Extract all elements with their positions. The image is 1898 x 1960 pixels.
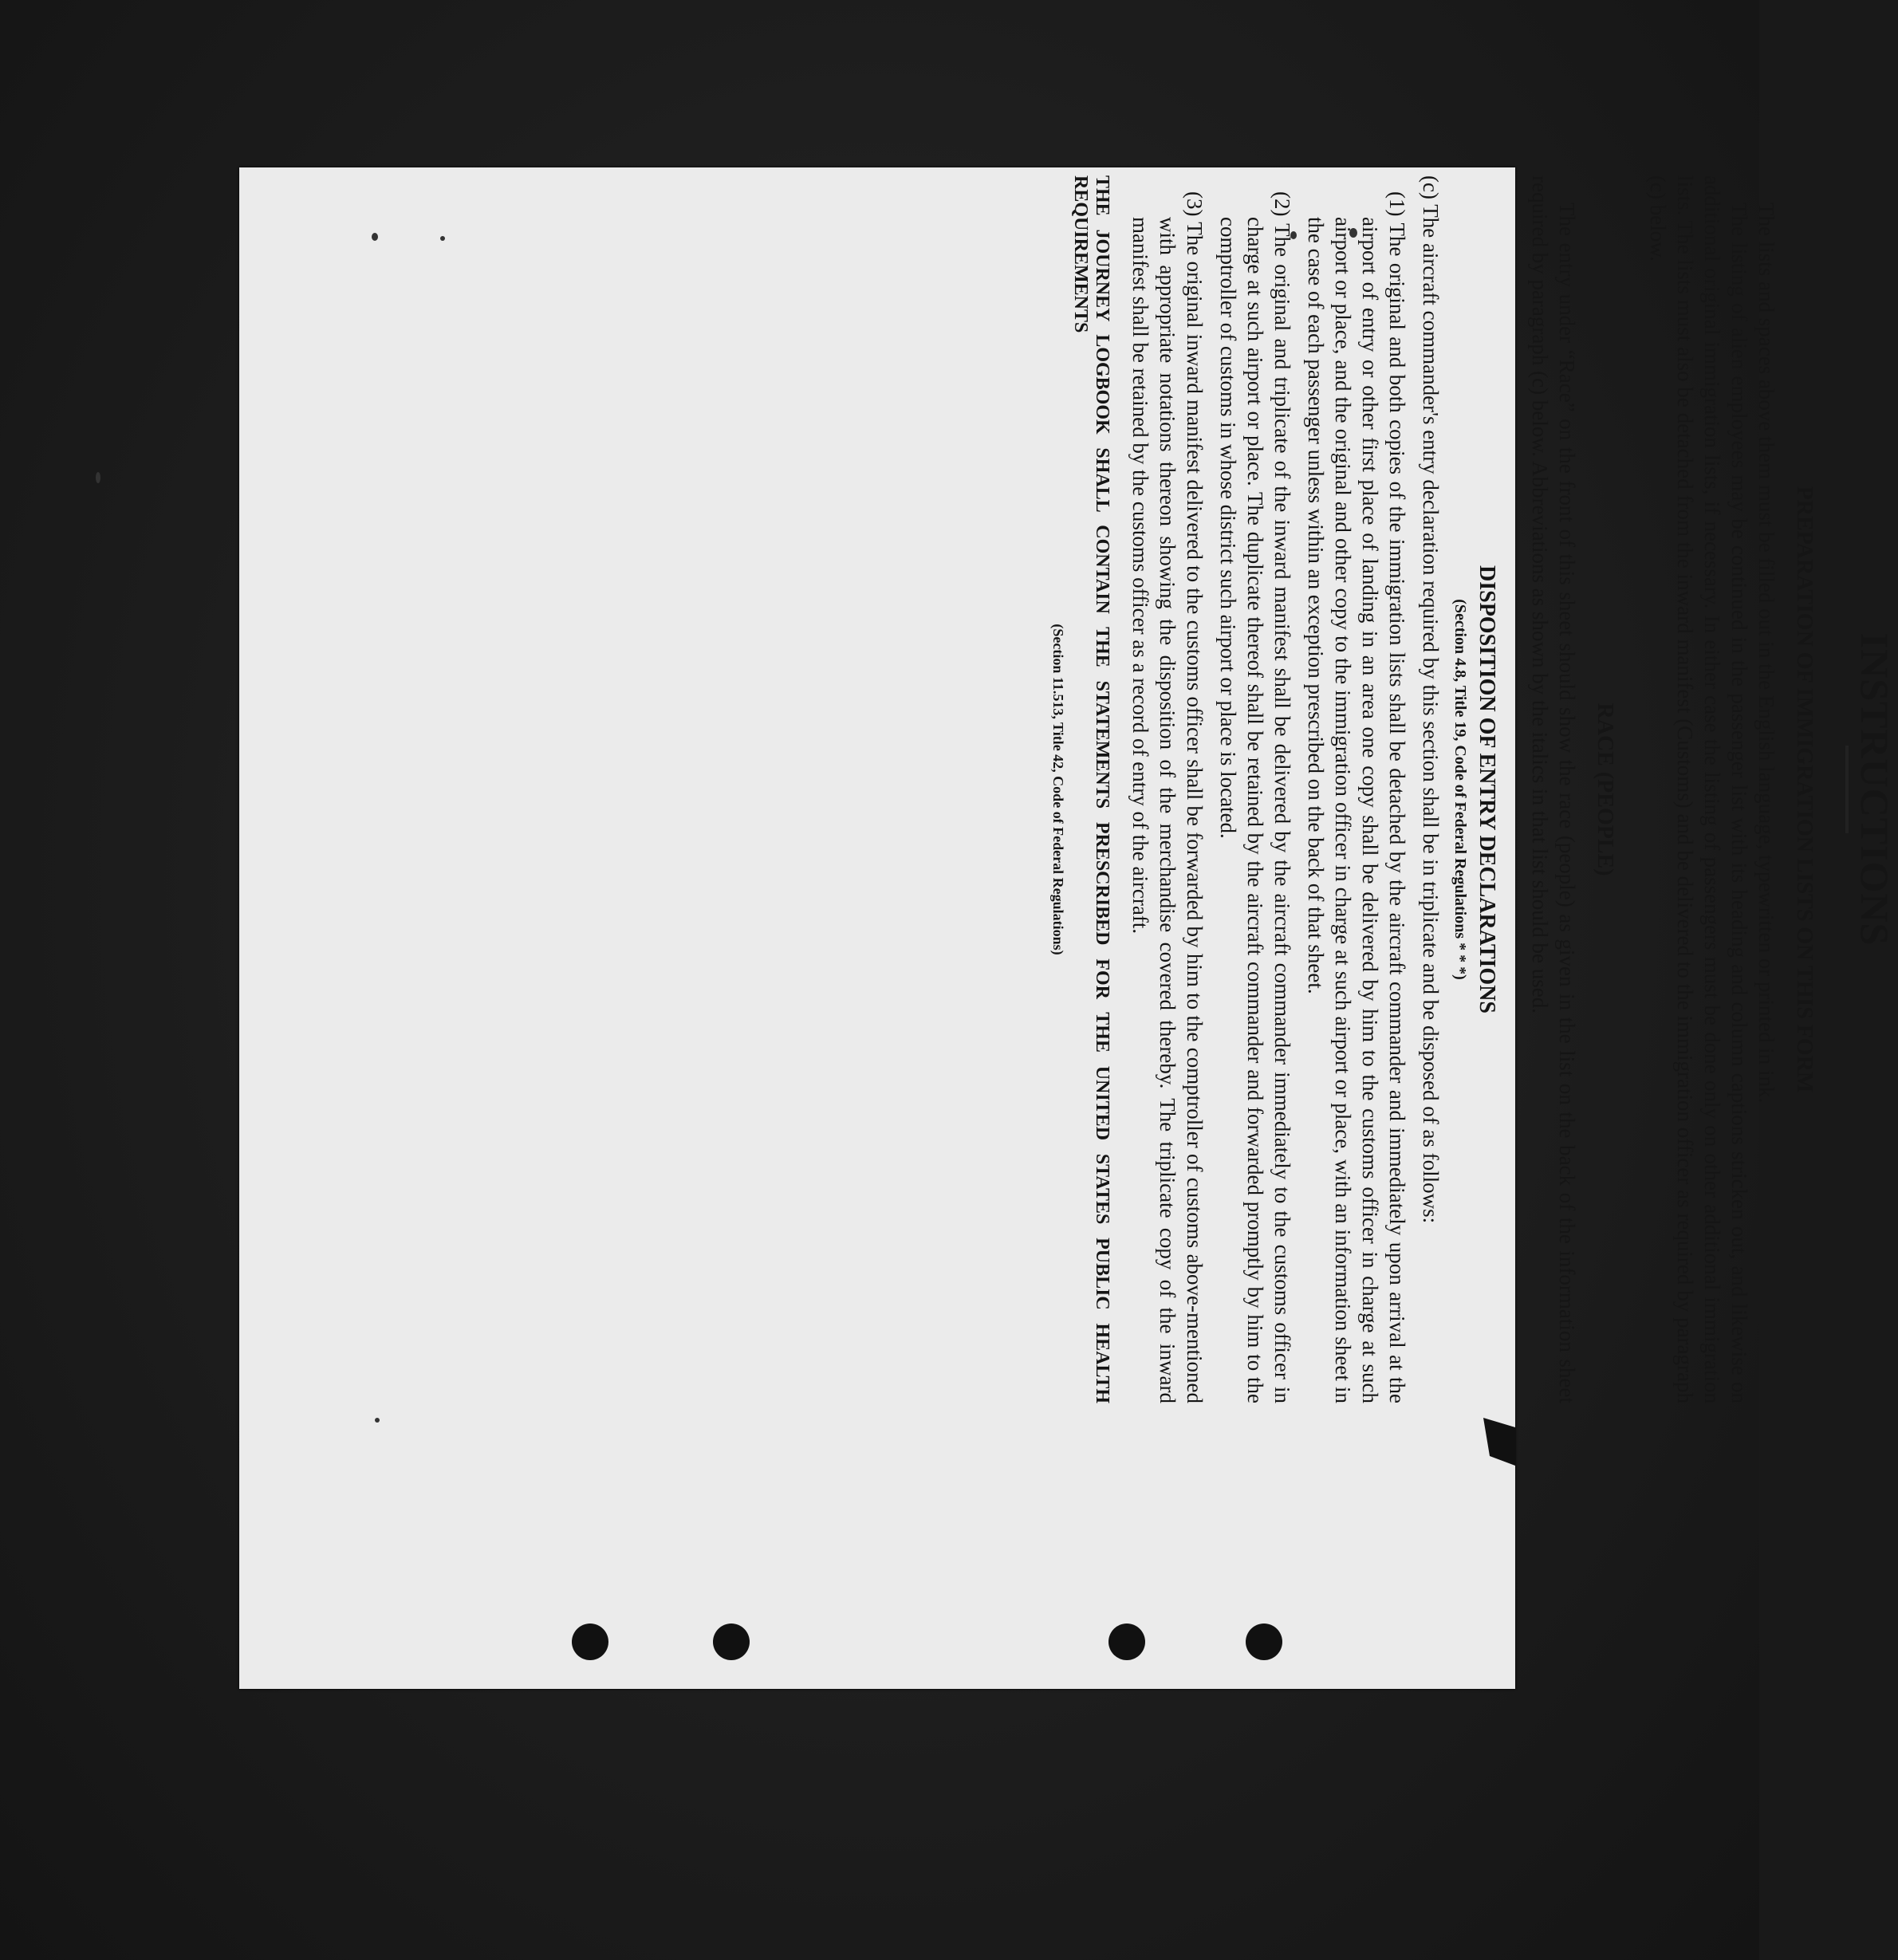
section-heading-preparation: PREPARATION OF IMMIGRATION LISTS ON THIS FORM — [1792, 486, 1817, 1093]
disposition-citation: (Section 4.8, Title 19, Code of Federal Regulations * * *) — [1451, 599, 1469, 980]
title-rule — [1845, 746, 1849, 833]
punch-hole — [1108, 1623, 1145, 1660]
rotated-text-block — [782, 175, 1898, 1403]
disposition-item-1: (1) The original and both copies of the immigration lists shall be detached by the aircraft commander and immediately upon arrival at the airport of entry or other first place of landing in an area one copy shall be delivered by him to the customs officer in charge at such airport or place, and the original and other copy to the immigration officer in charge at such airport or place, with an information sheet in the case of each passenger unless within an exception prescribed on the back of that sheet. — [1304, 191, 1409, 1403]
preparation-paragraph-1: The lists and spaces above them must be filled out in the English language, typewritten or printed in ink. — [1754, 203, 1778, 1104]
dust-speck — [375, 1418, 380, 1423]
punch-hole — [1246, 1623, 1282, 1660]
section-heading-disposition: DISPOSITION OF ENTRY DECLARATIONS — [1475, 565, 1499, 1013]
punch-hole — [713, 1623, 750, 1660]
dust-speck — [440, 236, 445, 241]
footer-statement: THE JOURNEY LOGBOOK SHALL CONTAIN THE STATEMENTS PRESCRIBED FOR THE UNITED STATES PUBLIC HEALTH REQUIREMENTS — [1070, 175, 1112, 1403]
dust-speck — [96, 472, 100, 483]
section-heading-race: RACE (PEOPLE) — [1593, 703, 1617, 876]
disposition-intro: (c) The aircraft commander's entry declaration required by this section shall be in triplicate and be disposed of as follows: — [1419, 175, 1443, 1224]
punch-hole — [572, 1623, 608, 1660]
preparation-paragraph-2: The listing of alien employees may be continued in the passenger list with its heading and column captions stricken out, and likewise on additional original immigration lists, if necessary. In either case the listing of passengers must be done only on other additional immigration lists. The lists must also be detached from the inward manifest (Customs) and be delivered to the immigration officer as required by paragraph (c) below. — [1646, 175, 1751, 1403]
document-title: INSTRUCTIONS — [1853, 632, 1897, 947]
footer-citation: (Section 11.513, Title 42, Code of Federal Regulations) — [1050, 624, 1066, 955]
disposition-item-3: (3) The original inward manifest delivered to the customs officer shall be forwarded by him to the comptroller of customs above-mentioned with appropriate notations thereon showing the disposition of the merchandise covered thereby. The triplicate copy of the inward manifest shall be retained by the customs officer as a record of entry of the aircraft. — [1128, 191, 1207, 1403]
race-paragraph: The entry under “Race” on the front of this sheet should show the race (people) as given in the list on the back of the information sheet required by paragraph (c) below. Abbreviations as shown by the italics in that list should be used. — [1528, 175, 1579, 1403]
dust-speck — [372, 233, 378, 241]
disposition-item-2: (2) The original and triplicate of the inward manifest shall be delivered by the aircraft commander immediately to the customs officer in charge at such airport or place. The duplicate thereof shall be retained by the aircraft commander and forwarded promptly by him to the comptroller of customs in whose district such airport or place is located. — [1216, 191, 1294, 1403]
